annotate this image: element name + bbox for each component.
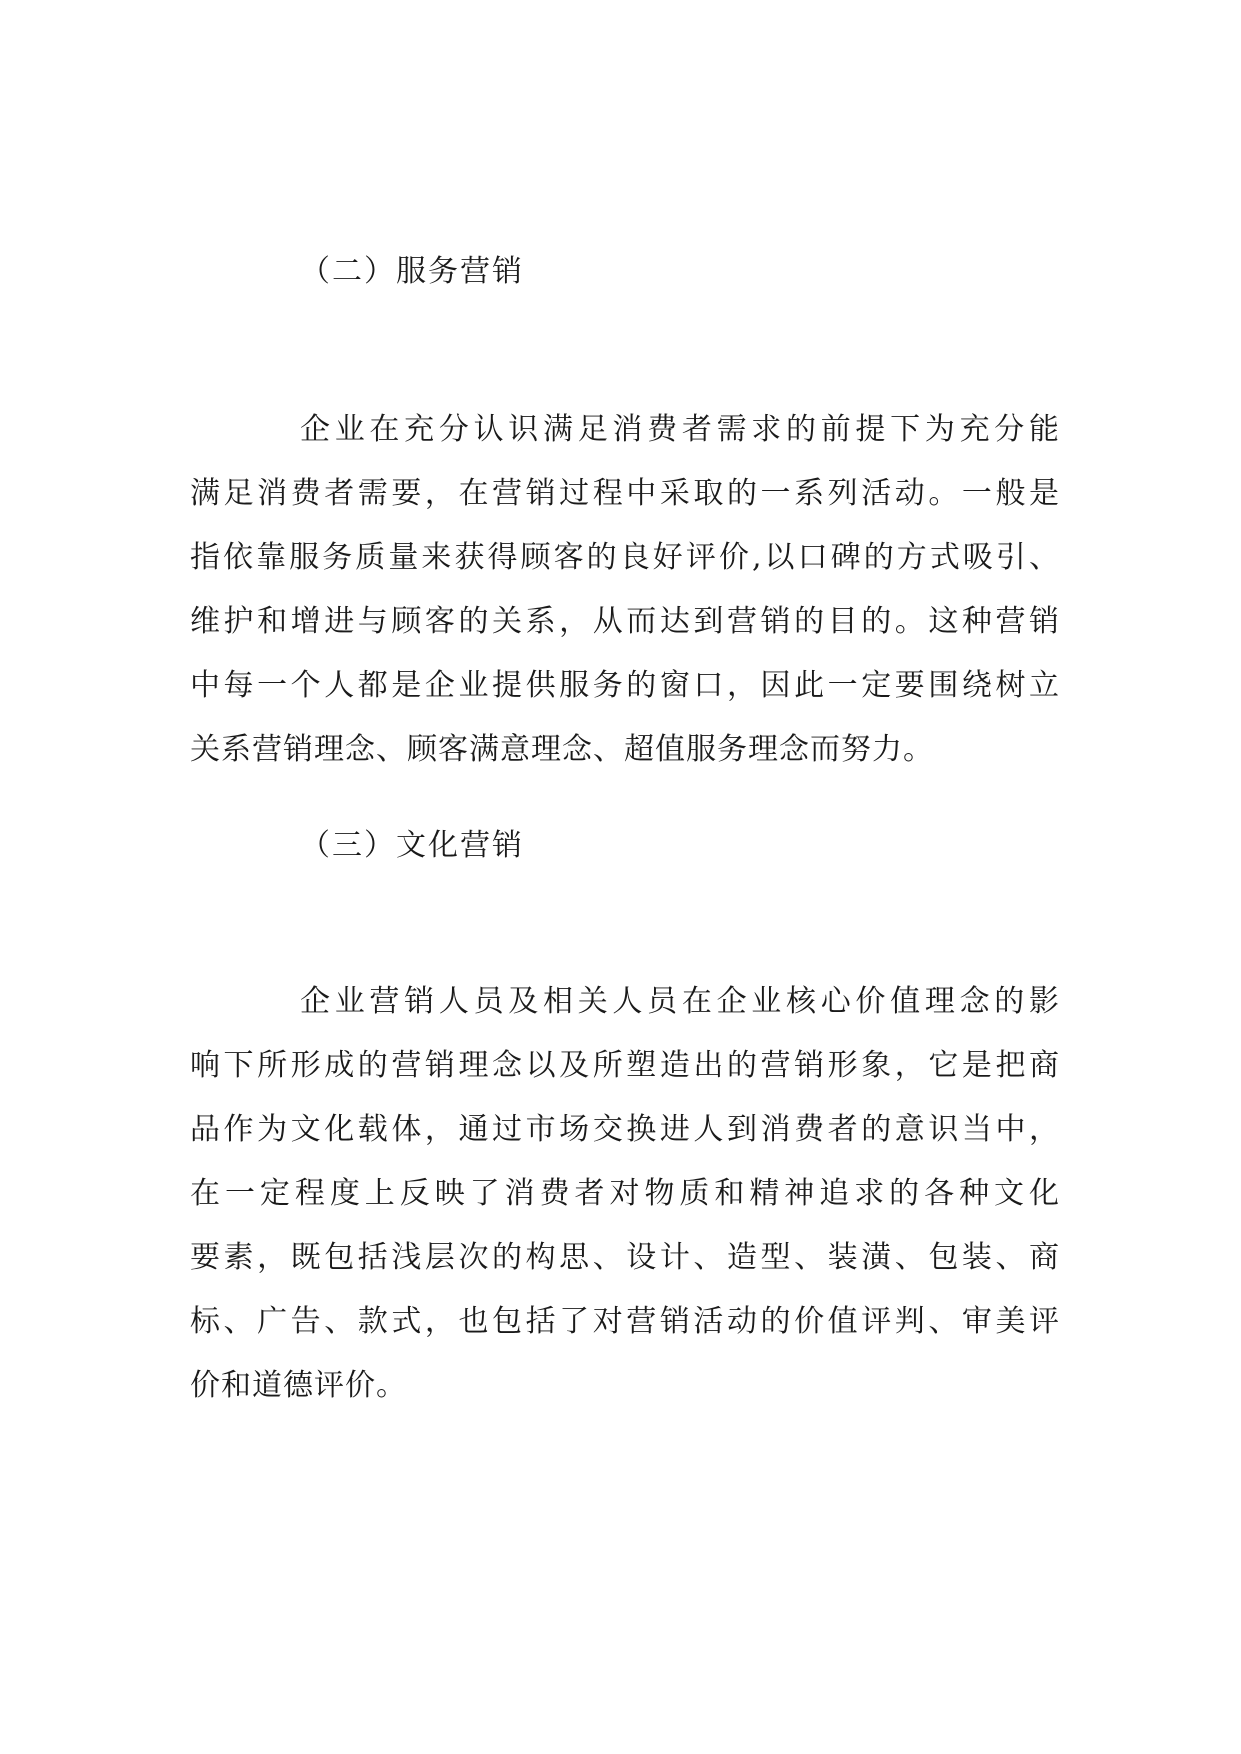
paragraph-line: 满足消费者需要，在营销过程中采取的一系列活动。一般是 [190, 476, 1060, 511]
paragraph-line: 企业营销人员及相关人员在企业核心价值理念的影 [300, 984, 1060, 1019]
paragraph-line: 响下所形成的营销理念以及所塑造出的营销形象，它是把商 [190, 1048, 1060, 1083]
section-heading-culture-marketing: （三）文化营销 [300, 828, 524, 863]
paragraph-line: 中每一个人都是企业提供服务的窗口，因此一定要围绕树立 [190, 668, 1060, 703]
paragraph-service-marketing [190, 398, 1060, 782]
paragraph-line: 在一定程度上反映了消费者对物质和精神追求的各种文化 [190, 1176, 1060, 1211]
paragraph-line: 关系营销理念、顾客满意理念、超值服务理念而努力。 [190, 732, 934, 767]
paragraph-line: 价和道德评价。 [190, 1368, 407, 1403]
paragraph-line: 标、广告、款式，也包括了对营销活动的价值评判、审美评 [190, 1304, 1060, 1339]
paragraph-line: 企业在充分认识满足消费者需求的前提下为充分能 [300, 412, 1060, 447]
paragraph-line: 指依靠服务质量来获得顾客的良好评价,以口碑的方式吸引、 [190, 540, 1060, 575]
paragraph-line: 维护和增进与顾客的关系，从而达到营销的目的。这种营销 [190, 604, 1060, 639]
section-heading-service-marketing: （二）服务营销 [300, 254, 524, 289]
paragraph-line: 要素，既包括浅层次的构思、设计、造型、装潢、包装、商 [190, 1240, 1060, 1275]
paragraph-culture-marketing [190, 970, 1060, 1418]
paragraph-line: 品作为文化载体，通过市场交换进人到消费者的意识当中， [190, 1112, 1060, 1147]
